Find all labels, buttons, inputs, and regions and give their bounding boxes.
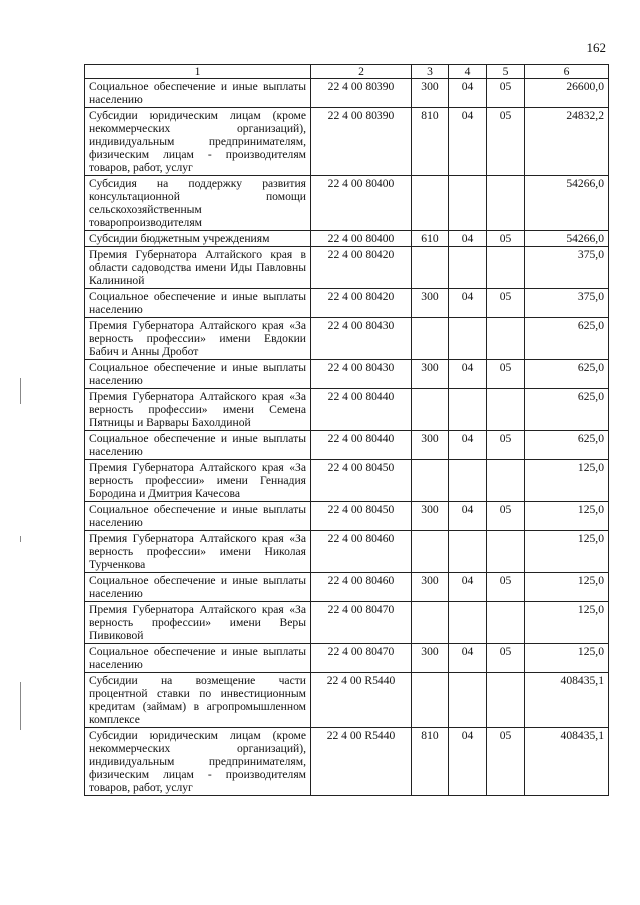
- row-col4-cell: 04: [449, 231, 487, 247]
- column-header-6: 6: [525, 65, 609, 79]
- row-col3-cell: [412, 389, 449, 431]
- budget-table: [84, 64, 609, 796]
- row-name-cell: Субсидии юридическим лицам (кроме некоммерческих организаций), индивидуальным предпринимателям, физическим лицам - производителям товаров, работ, услуг: [85, 108, 311, 176]
- row-col5-cell: [487, 531, 525, 573]
- row-name-cell: Субсидии бюджетным учреждениям: [85, 231, 311, 247]
- row-code-cell: 22 4 00 80440: [311, 389, 412, 431]
- row-col3-cell: [412, 318, 449, 360]
- table-row: [85, 231, 609, 247]
- row-code-cell: 22 4 00 80430: [311, 360, 412, 389]
- row-col3-cell: 610: [412, 231, 449, 247]
- header-row: [85, 65, 609, 79]
- row-col5-cell: [487, 460, 525, 502]
- row-code-cell: 22 4 00 80430: [311, 318, 412, 360]
- row-col3-cell: [412, 531, 449, 573]
- row-name-cell: Премия Губернатора Алтайского края «За верность профессии» имени Геннадия Бородина и Дмитрия Качесова: [85, 460, 311, 502]
- row-col3-cell: 300: [412, 502, 449, 531]
- row-col5-cell: 05: [487, 79, 525, 108]
- row-name-cell: Премия Губернатора Алтайского края «За верность профессии» имени Веры Пивиковой: [85, 602, 311, 644]
- row-code-cell: 22 4 00 80400: [311, 176, 412, 231]
- row-code-cell: 22 4 00 80460: [311, 531, 412, 573]
- table-body: [85, 79, 609, 796]
- table-row: [85, 531, 609, 573]
- row-code-cell: 22 4 00 80470: [311, 602, 412, 644]
- row-amount-cell: 625,0: [525, 318, 609, 360]
- row-col5-cell: 05: [487, 108, 525, 176]
- row-amount-cell: 54266,0: [525, 176, 609, 231]
- row-amount-cell: 24832,2: [525, 108, 609, 176]
- table-row: [85, 728, 609, 796]
- row-col5-cell: [487, 389, 525, 431]
- row-code-cell: 22 4 00 80390: [311, 108, 412, 176]
- row-col3-cell: 810: [412, 728, 449, 796]
- row-amount-cell: 54266,0: [525, 231, 609, 247]
- row-name-cell: Социальное обеспечение и иные выплаты населению: [85, 573, 311, 602]
- table-row: [85, 673, 609, 728]
- row-col4-cell: 04: [449, 79, 487, 108]
- row-col3-cell: [412, 602, 449, 644]
- row-code-cell: 22 4 00 80390: [311, 79, 412, 108]
- scan-mark: [20, 682, 21, 730]
- table-row: [85, 176, 609, 231]
- column-header-1: 1: [85, 65, 311, 79]
- row-col4-cell: [449, 602, 487, 644]
- table-row: [85, 431, 609, 460]
- row-col5-cell: 05: [487, 289, 525, 318]
- row-amount-cell: 408435,1: [525, 673, 609, 728]
- row-code-cell: 22 4 00 80470: [311, 644, 412, 673]
- row-col4-cell: [449, 460, 487, 502]
- row-code-cell: 22 4 00 80450: [311, 502, 412, 531]
- column-header-2: 2: [311, 65, 412, 79]
- row-col4-cell: 04: [449, 108, 487, 176]
- row-col4-cell: 04: [449, 728, 487, 796]
- column-header-5: 5: [487, 65, 525, 79]
- row-name-cell: Субсидия на поддержку развития консультационной помощи сельскохозяйственным товаропроизводителям: [85, 176, 311, 231]
- table-row: [85, 289, 609, 318]
- row-col4-cell: [449, 389, 487, 431]
- row-col5-cell: [487, 247, 525, 289]
- row-col3-cell: 300: [412, 431, 449, 460]
- table-row: [85, 644, 609, 673]
- row-col4-cell: [449, 531, 487, 573]
- row-col4-cell: 04: [449, 644, 487, 673]
- row-col5-cell: [487, 673, 525, 728]
- column-header-3: 3: [412, 65, 449, 79]
- row-name-cell: Премия Губернатора Алтайского края «За верность профессии» имени Николая Турченкова: [85, 531, 311, 573]
- row-code-cell: 22 4 00 80400: [311, 231, 412, 247]
- row-code-cell: 22 4 00 80440: [311, 431, 412, 460]
- row-col3-cell: [412, 460, 449, 502]
- row-col5-cell: [487, 602, 525, 644]
- row-col3-cell: [412, 176, 449, 231]
- row-amount-cell: 375,0: [525, 247, 609, 289]
- row-name-cell: Субсидии юридическим лицам (кроме некоммерческих организаций), индивидуальным предпринимателям, физическим лицам - производителям товаров, работ, услуг: [85, 728, 311, 796]
- table-row: [85, 108, 609, 176]
- row-col3-cell: 300: [412, 573, 449, 602]
- row-col3-cell: 300: [412, 79, 449, 108]
- row-col4-cell: [449, 673, 487, 728]
- row-code-cell: 22 4 00 80420: [311, 289, 412, 318]
- table-row: [85, 247, 609, 289]
- row-amount-cell: 26600,0: [525, 79, 609, 108]
- row-col3-cell: 810: [412, 108, 449, 176]
- row-amount-cell: 625,0: [525, 389, 609, 431]
- row-amount-cell: 125,0: [525, 644, 609, 673]
- row-amount-cell: 125,0: [525, 502, 609, 531]
- row-code-cell: 22 4 00 80420: [311, 247, 412, 289]
- page-number: 162: [586, 40, 606, 55]
- scan-mark: [20, 378, 21, 404]
- row-col3-cell: [412, 673, 449, 728]
- row-name-cell: Премия Губернатора Алтайского края в области садоводства имени Иды Павловны Калининой: [85, 247, 311, 289]
- row-amount-cell: 125,0: [525, 602, 609, 644]
- row-col4-cell: 04: [449, 502, 487, 531]
- row-amount-cell: 125,0: [525, 460, 609, 502]
- row-col4-cell: [449, 318, 487, 360]
- row-name-cell: Социальное обеспечение и иные выплаты населению: [85, 644, 311, 673]
- row-col3-cell: 300: [412, 644, 449, 673]
- row-col5-cell: 05: [487, 231, 525, 247]
- row-name-cell: Социальное обеспечение и иные выплаты населению: [85, 79, 311, 108]
- row-col5-cell: 05: [487, 728, 525, 796]
- row-col5-cell: 05: [487, 431, 525, 460]
- row-col4-cell: [449, 176, 487, 231]
- row-col5-cell: 05: [487, 644, 525, 673]
- row-amount-cell: 125,0: [525, 573, 609, 602]
- row-col3-cell: 300: [412, 289, 449, 318]
- row-code-cell: 22 4 00 80460: [311, 573, 412, 602]
- column-header-4: 4: [449, 65, 487, 79]
- row-name-cell: Премия Губернатора Алтайского края «За верность профессии» имени Евдокии Бабич и Анны Дробот: [85, 318, 311, 360]
- row-name-cell: Социальное обеспечение и иные выплаты населению: [85, 289, 311, 318]
- table-row: [85, 573, 609, 602]
- table-row: [85, 602, 609, 644]
- row-code-cell: 22 4 00 R5440: [311, 728, 412, 796]
- row-amount-cell: 408435,1: [525, 728, 609, 796]
- row-name-cell: Социальное обеспечение и иные выплаты населению: [85, 360, 311, 389]
- row-col4-cell: [449, 247, 487, 289]
- table-row: [85, 502, 609, 531]
- row-code-cell: 22 4 00 80450: [311, 460, 412, 502]
- row-col5-cell: [487, 176, 525, 231]
- row-col5-cell: 05: [487, 573, 525, 602]
- row-name-cell: Премия Губернатора Алтайского края «За верность профессии» имени Семена Пятницы и Варвары Бахолдиной: [85, 389, 311, 431]
- scan-mark: [20, 536, 21, 542]
- row-name-cell: Социальное обеспечение и иные выплаты населению: [85, 431, 311, 460]
- table-row: [85, 389, 609, 431]
- row-code-cell: 22 4 00 R5440: [311, 673, 412, 728]
- row-name-cell: Социальное обеспечение и иные выплаты населению: [85, 502, 311, 531]
- row-col4-cell: 04: [449, 573, 487, 602]
- table-row: [85, 79, 609, 108]
- row-col5-cell: [487, 318, 525, 360]
- row-col4-cell: 04: [449, 431, 487, 460]
- row-name-cell: Субсидии на возмещение части процентной ставки по инвестиционным кредитам (займам) в агропромышленном комплексе: [85, 673, 311, 728]
- row-amount-cell: 625,0: [525, 360, 609, 389]
- row-amount-cell: 625,0: [525, 431, 609, 460]
- row-col4-cell: 04: [449, 360, 487, 389]
- row-amount-cell: 375,0: [525, 289, 609, 318]
- row-col5-cell: 05: [487, 360, 525, 389]
- row-col3-cell: [412, 247, 449, 289]
- table-row: [85, 360, 609, 389]
- table-row: [85, 460, 609, 502]
- row-col5-cell: 05: [487, 502, 525, 531]
- row-amount-cell: 125,0: [525, 531, 609, 573]
- row-col4-cell: 04: [449, 289, 487, 318]
- row-col3-cell: 300: [412, 360, 449, 389]
- table-row: [85, 318, 609, 360]
